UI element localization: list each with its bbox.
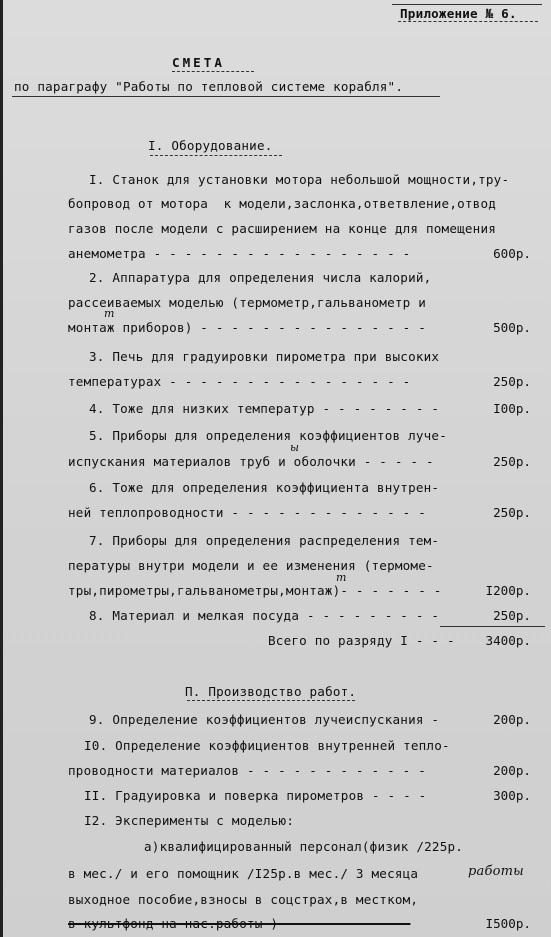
item-4-amount: I00р. xyxy=(493,401,531,416)
item-10-amount: 200р. xyxy=(493,763,531,778)
item-6-line-1: 6. Тоже для определения коэффициента внутрен- xyxy=(89,480,440,495)
item-2-amount: 500р. xyxy=(493,320,531,335)
title-underline xyxy=(172,71,254,72)
section-1-total-label: Всего по разряду I - - - xyxy=(268,633,455,648)
item-12a-line-4: в культфонд на нас.работы )- - - - - - - - - xyxy=(68,916,411,931)
document-title: СМЕТА xyxy=(172,55,225,70)
item-9-line-1: 9. Определение коэффициентов лучеиспускания - xyxy=(89,712,440,727)
item-9-amount: 200р. xyxy=(493,712,531,727)
item-7-amount: I200р. xyxy=(485,583,531,598)
item-12-line-1: I2. Эксперименты с моделью: xyxy=(84,813,295,828)
item-10-line-2: проводности материалов - - - - - - - - - - - - xyxy=(68,763,426,778)
item-4-line-1: 4. Тоже для низких температур - - - - - - - - xyxy=(89,401,440,416)
section-1-total-amount: 3400р. xyxy=(485,633,531,648)
document-subtitle: по параграфу "Работы по тепловой системе корабля". xyxy=(14,79,404,94)
item-5-line-2: испускания материалов труб и оболочки - - - - - xyxy=(68,454,434,469)
subtitle-underline xyxy=(12,96,440,97)
subtotal-rule xyxy=(440,626,545,627)
item-1-line-3: газов после модели с расширением на конце для помещения xyxy=(68,221,497,236)
item-1-line-4: анемометра - - - - - - - - - - - - - - - - - xyxy=(68,246,411,261)
section-2-underline xyxy=(187,700,355,701)
item-8-amount: 250р. xyxy=(493,608,531,623)
handwritten-be: ы xyxy=(290,441,300,454)
item-6-amount: 250р. xyxy=(493,505,531,520)
section-1-heading: I. Оборудование. xyxy=(148,138,273,153)
item-12a-line-2: в мес./ и его помощник /I25р.в мес./ 3 месяца xyxy=(68,866,419,881)
item-5-amount: 250р. xyxy=(493,454,531,469)
item-11-line-1: II. Градуировка и поверка пирометров - - - - xyxy=(84,788,427,803)
handwritten-t-1: т xyxy=(104,307,115,320)
item-3-line-2: температурах - - - - - - - - - - - - - - - - xyxy=(68,374,411,389)
item-3-amount: 250р. xyxy=(493,374,531,389)
item-1-amount: 600р. xyxy=(493,246,531,261)
item-12a-amount: I500р. xyxy=(485,916,531,931)
handwritten-raboty: работы xyxy=(468,864,524,879)
item-7-line-1: 7. Приборы для определения распределения тем- xyxy=(89,533,440,548)
item-12a-line-1: а)квалифицированный персонал(физик /225р. xyxy=(144,839,464,854)
item-3-line-1: 3. Печь для градуировки пирометра при высоких xyxy=(89,349,440,364)
item-1-line-1: I. Станок для установки мотора небольшой мощности,тру- xyxy=(89,172,510,187)
item-6-line-2: ней теплопроводности - - - - - - - - - - - - - xyxy=(68,505,426,520)
page-edge xyxy=(0,0,3,937)
item-2-line-1: 2. Аппаратура для определения числа калорий, xyxy=(89,270,432,285)
item-5-line-1: 5. Приборы для определения коэффициентов луче- xyxy=(89,428,447,443)
appendix-number: Приложение № 6. xyxy=(400,6,517,21)
item-12a-line-3: выходное пособие,взносы в соцстрах,в местком, xyxy=(68,892,419,907)
item-10-line-1: I0. Определение коэффициентов внутренней тепло- xyxy=(84,738,450,753)
corner-rule xyxy=(392,4,542,5)
handwritten-t-2: т xyxy=(336,571,347,584)
item-8-line-1: 8. Материал и мелкая посуда - - - - - - - - - xyxy=(89,608,440,623)
item-7-line-3: тры,пирометры,гальванометры,монтаж)- - - - - - - xyxy=(68,583,442,598)
item-2-line-3: монтаж приборов) - - - - - - - - - - - - - - - xyxy=(68,320,426,335)
item-1-line-2: бопровод от мотора к модели,заслонка,ответвление,отвод xyxy=(68,196,497,211)
item-11-amount: 300р. xyxy=(493,788,531,803)
section-2-heading: П. Производство работ. xyxy=(185,684,357,699)
appendix-underline xyxy=(398,21,538,22)
section-1-underline xyxy=(150,155,282,156)
item-7-line-2: пературы внутри модели и ее изменения (термоме- xyxy=(68,558,434,573)
item-2-line-2: рассеиваемых моделью (термометр,гальванометр и xyxy=(68,295,426,310)
